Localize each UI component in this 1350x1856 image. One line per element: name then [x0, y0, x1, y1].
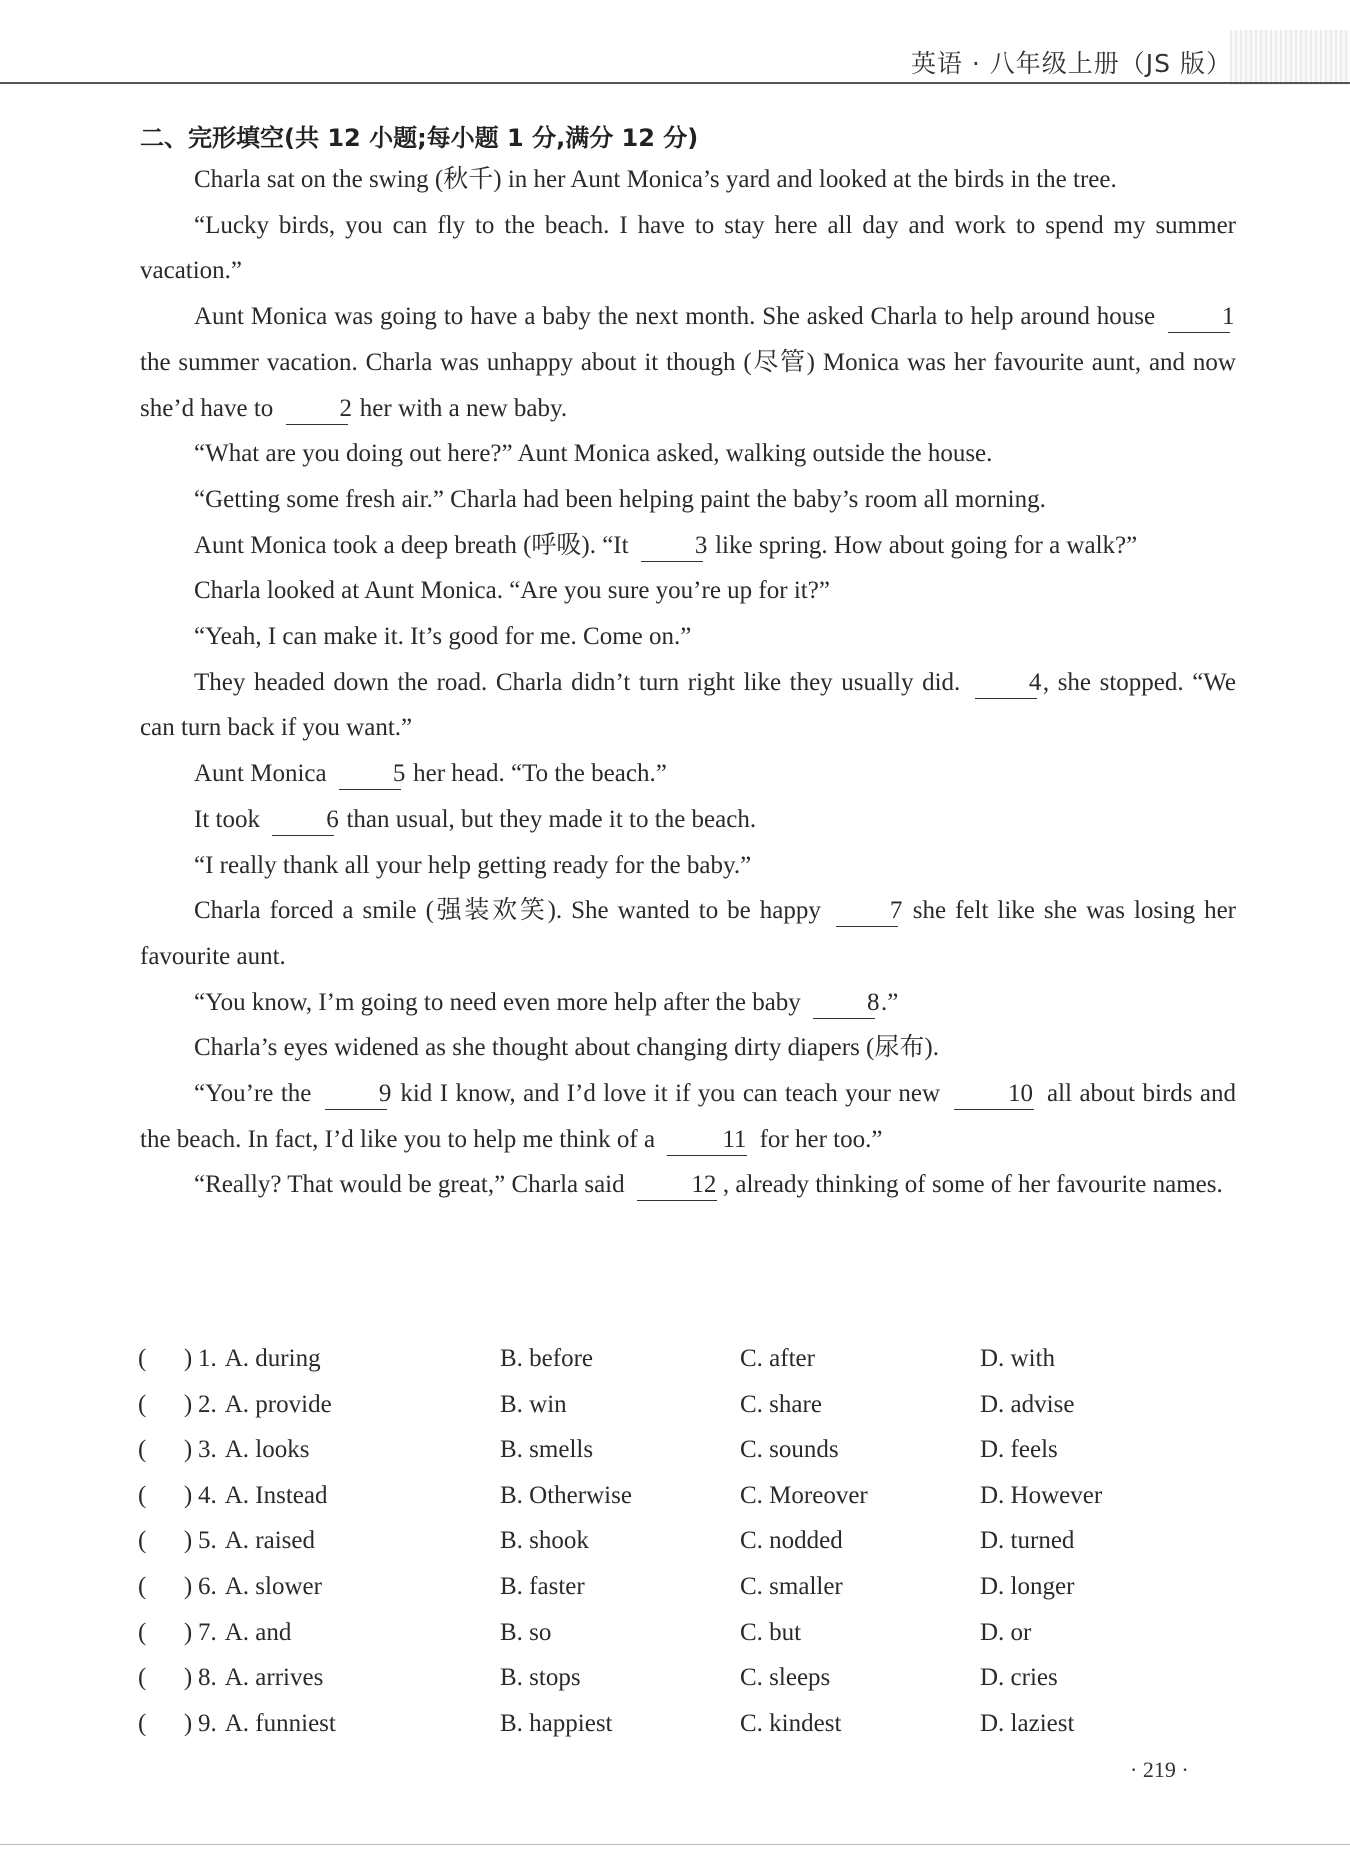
- option-b[interactable]: B. Otherwise: [500, 1481, 632, 1509]
- passage-text: , she stopped. “We can turn back if you want.”: [140, 668, 1236, 742]
- option-a[interactable]: A. arrives: [224, 1664, 324, 1692]
- passage-text: “Yeah, I can make it. It’s good for me. Come on.”: [194, 623, 692, 651]
- option-d[interactable]: D. feels: [980, 1436, 1058, 1464]
- question-number-and-option-a: [198, 1573, 322, 1601]
- option-a[interactable]: A. funniest: [224, 1709, 336, 1737]
- blank-7[interactable]: 7: [836, 896, 898, 927]
- book-title: 英语 · 八年级上册（JS 版）: [910, 49, 1232, 78]
- option-d[interactable]: D. cries: [980, 1664, 1058, 1692]
- option-a[interactable]: A. and: [224, 1618, 292, 1646]
- question-number: 4.: [198, 1481, 217, 1509]
- question-row: [138, 1345, 1238, 1391]
- question-row: [138, 1664, 1238, 1710]
- option-a[interactable]: A. provide: [224, 1390, 332, 1418]
- passage-paragraph: [140, 477, 1236, 523]
- passage-text: her head. “To the beach.”: [406, 760, 667, 788]
- passage-paragraph: [140, 203, 1236, 294]
- question-number-and-option-a: [198, 1391, 332, 1419]
- cloze-passage: [140, 157, 1236, 1208]
- option-d[interactable]: D. with: [980, 1345, 1055, 1372]
- option-a[interactable]: A. slower: [224, 1572, 322, 1600]
- passage-paragraph: [140, 888, 1236, 979]
- blank-9[interactable]: 9: [325, 1079, 387, 1110]
- passage-text: Aunt Monica was going to have a baby the next month. She asked Charla to help around house: [194, 303, 1162, 331]
- question-number-and-option-a: [198, 1664, 323, 1692]
- question-number: 3.: [198, 1436, 217, 1464]
- passage-text: “What are you doing out here?” Aunt Monica asked, walking outside the house.: [194, 440, 993, 468]
- passage-paragraph: [140, 980, 1236, 1026]
- option-b[interactable]: B. faster: [500, 1572, 585, 1600]
- bottom-rule: [0, 1844, 1350, 1845]
- option-c[interactable]: C. but: [740, 1618, 802, 1646]
- passage-text: It took: [194, 805, 267, 833]
- passage-text: “You know, I’m going to need even more help after the baby: [194, 988, 808, 1016]
- passage-paragraph: [140, 431, 1236, 477]
- answer-slot[interactable]: ( ): [138, 1436, 193, 1464]
- passage-paragraph: [140, 751, 1236, 797]
- option-d[interactable]: D. turned: [980, 1527, 1075, 1555]
- passage-text: her with a new baby.: [353, 394, 568, 422]
- question-number: 6.: [198, 1572, 217, 1600]
- passage-text: she felt like she was losing her favourite aunt.: [140, 897, 1236, 970]
- passage-text: than usual, but they made it to the beach.: [340, 805, 757, 833]
- option-a[interactable]: A. raised: [224, 1527, 315, 1555]
- question-number: 1.: [198, 1345, 217, 1372]
- answer-slot[interactable]: ( ): [138, 1390, 193, 1418]
- option-d[interactable]: D. advise: [980, 1390, 1075, 1418]
- question-number: 5.: [198, 1527, 217, 1555]
- answer-slot[interactable]: ( ): [138, 1664, 193, 1692]
- header-texture: [1230, 30, 1350, 85]
- option-a[interactable]: A. Instead: [224, 1481, 328, 1509]
- option-c[interactable]: C. sleeps: [740, 1664, 831, 1692]
- option-c[interactable]: C. nodded: [740, 1527, 843, 1555]
- option-b[interactable]: B. smells: [500, 1436, 594, 1464]
- option-b[interactable]: B. win: [500, 1390, 567, 1418]
- option-c[interactable]: C. kindest: [740, 1709, 842, 1737]
- blank-1[interactable]: 1: [1168, 302, 1230, 333]
- question-number-and-option-a: [198, 1527, 315, 1555]
- option-b[interactable]: B. shook: [500, 1527, 589, 1555]
- option-d[interactable]: D. laziest: [980, 1709, 1075, 1737]
- passage-text: “Lucky birds, you can fly to the beach. I have to stay here all day and work to spend my summer vacation.”: [140, 211, 1236, 285]
- passage-paragraph: [140, 157, 1236, 203]
- answer-slot[interactable]: ( ): [138, 1527, 193, 1555]
- passage-paragraph: [140, 797, 1236, 843]
- question-row: [138, 1527, 1238, 1573]
- option-b[interactable]: B. happiest: [500, 1709, 613, 1737]
- option-d[interactable]: D. longer: [980, 1572, 1075, 1600]
- blank-12[interactable]: 12: [637, 1170, 717, 1201]
- passage-paragraph: [140, 843, 1236, 889]
- answer-slot[interactable]: ( ): [138, 1345, 193, 1372]
- blank-3[interactable]: 3: [641, 531, 703, 562]
- question-number-and-option-a: [198, 1619, 291, 1647]
- question-number-and-option-a: [198, 1710, 336, 1738]
- passage-text: for her too.”: [753, 1125, 883, 1153]
- question-number: 7.: [198, 1618, 217, 1646]
- passage-text: They headed down the road. Charla didn’t turn right like they usually did.: [194, 668, 969, 696]
- question-row: [138, 1573, 1238, 1619]
- option-c[interactable]: C. smaller: [740, 1572, 843, 1600]
- question-row: [138, 1436, 1238, 1482]
- question-number: 9.: [198, 1709, 217, 1737]
- passage-paragraph: [140, 660, 1236, 751]
- passage-text: Charla forced a smile (强装欢笑). She wanted to be happy: [194, 897, 830, 925]
- passage-text: “Really? That would be great,” Charla said: [194, 1171, 631, 1199]
- option-c[interactable]: C. Moreover: [740, 1481, 868, 1509]
- answer-slot[interactable]: ( ): [138, 1709, 193, 1737]
- question-number: 2.: [198, 1390, 217, 1418]
- question-number-and-option-a: [198, 1345, 321, 1373]
- passage-text: “You’re the: [194, 1080, 319, 1108]
- passage-text: Aunt Monica: [194, 760, 333, 788]
- option-c[interactable]: C. after: [740, 1345, 815, 1372]
- question-options: [138, 1345, 1238, 1755]
- option-c[interactable]: C. share: [740, 1390, 822, 1418]
- option-c[interactable]: C. sounds: [740, 1436, 839, 1464]
- answer-slot[interactable]: ( ): [138, 1572, 193, 1600]
- blank-5[interactable]: 5: [339, 759, 401, 790]
- option-b[interactable]: B. so: [500, 1618, 552, 1646]
- passage-text: , already thinking of some of her favourite names.: [722, 1171, 1223, 1199]
- passage-paragraph: [140, 568, 1236, 614]
- question-row: [138, 1482, 1238, 1528]
- passage-text: all about birds and the beach. In fact, I’d like you to help me think of a: [140, 1080, 1236, 1153]
- answer-slot[interactable]: ( ): [138, 1481, 193, 1509]
- option-a[interactable]: A. looks: [224, 1436, 310, 1464]
- passage-paragraph: [140, 1071, 1236, 1162]
- passage-text: Charla looked at Aunt Monica. “Are you sure you’re up for it?”: [194, 577, 830, 605]
- page-header: [0, 0, 1350, 82]
- passage-text: the summer vacation. Charla was unhappy about it though (尽管) Monica was her favourite aunt, and now she’d have to: [140, 348, 1236, 422]
- question-number-and-option-a: [198, 1436, 309, 1464]
- passage-text: Charla’s eyes widened as she thought about changing dirty diapers (尿布).: [194, 1034, 939, 1062]
- blank-11[interactable]: 11: [667, 1125, 747, 1156]
- option-a[interactable]: A. during: [224, 1345, 321, 1372]
- passage-text: “Getting some fresh air.” Charla had been helping paint the baby’s room all morning.: [194, 485, 1046, 513]
- option-d[interactable]: D. However: [980, 1481, 1103, 1509]
- passage-text: Aunt Monica took a deep breath (呼吸). “It: [194, 531, 635, 559]
- answer-slot[interactable]: ( ): [138, 1618, 193, 1646]
- question-row: [138, 1391, 1238, 1437]
- passage-text: .”: [881, 988, 899, 1016]
- question-number-and-option-a: [198, 1482, 328, 1510]
- passage-paragraph: [140, 1025, 1236, 1071]
- blank-2[interactable]: 2: [286, 394, 348, 425]
- blank-10[interactable]: 10: [954, 1079, 1034, 1110]
- passage-text: like spring. How about going for a walk?”: [708, 531, 1138, 559]
- blank-4[interactable]: 4: [975, 668, 1037, 699]
- blank-8[interactable]: 8: [813, 988, 875, 1019]
- page-number: · 219 ·: [1130, 1757, 1189, 1782]
- option-d[interactable]: D. or: [980, 1618, 1032, 1646]
- passage-paragraph: [140, 294, 1236, 431]
- question-row: [138, 1710, 1238, 1756]
- blank-6[interactable]: 6: [272, 805, 334, 836]
- header-rule: [0, 82, 1350, 84]
- option-b[interactable]: B. stops: [500, 1664, 581, 1692]
- passage-paragraph: [140, 523, 1236, 569]
- question-row: [138, 1619, 1238, 1665]
- passage-paragraph: [140, 1162, 1236, 1208]
- question-number: 8.: [198, 1664, 217, 1692]
- passage-text: Charla sat on the swing (秋千) in her Aunt Monica’s yard and looked at the birds in the tree.: [194, 166, 1117, 193]
- option-b[interactable]: B. before: [500, 1345, 594, 1372]
- passage-paragraph: [140, 614, 1236, 660]
- passage-text: kid I know, and I’d love it if you can teach your new: [392, 1080, 948, 1108]
- section-title: 二、完形填空(共 12 小题;每小题 1 分,满分 12 分): [140, 124, 699, 152]
- passage-text: “I really thank all your help getting ready for the baby.”: [194, 851, 752, 879]
